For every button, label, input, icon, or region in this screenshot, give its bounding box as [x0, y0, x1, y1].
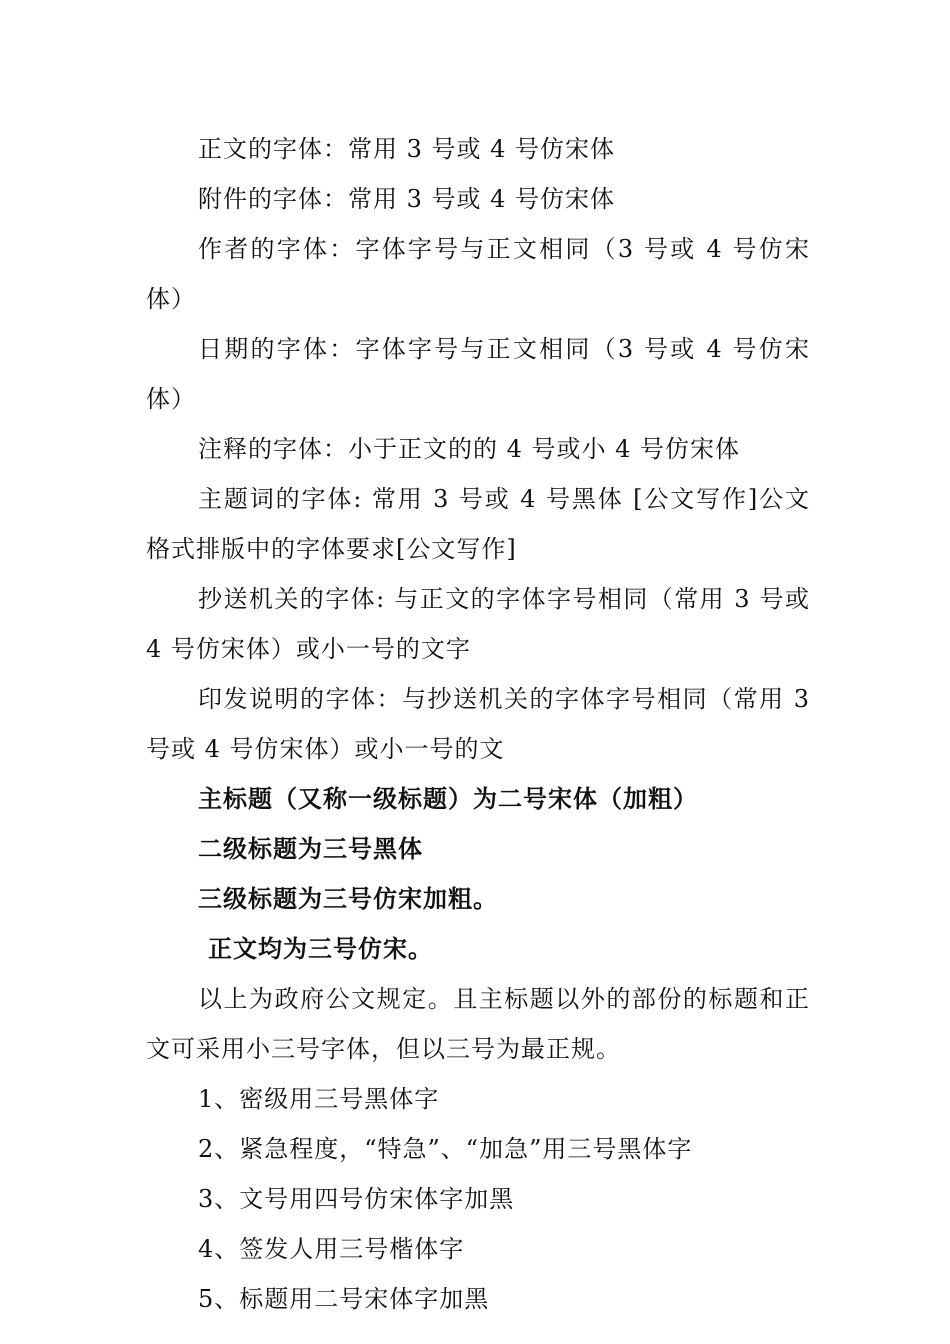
paragraph-government-rule: 以上为政府公文规定。且主标题以外的部份的标题和正文可采用小三号字体，但以三号为最正规。: [146, 985, 810, 1063]
paragraph-main-title-rule: 主标题（又称一级标题）为二号宋体（加粗）: [198, 784, 698, 813]
paragraph-attachment-font: 附件的字体：常用 3 号或 4 号仿宋体: [198, 185, 616, 213]
paragraph-body-font: 正文的字体：常用 3 号或 4 号仿宋体: [198, 135, 616, 163]
list-item-document-number: 3、文号用四号仿宋体字加黑: [198, 1185, 515, 1213]
paragraph-third-title-rule: 三级标题为三号仿宋加粗。: [198, 884, 498, 913]
paragraph-second-title-rule: 二级标题为三号黑体: [198, 834, 423, 863]
paragraph-date-font: 日期的字体：字体字号与正文相同（3 号或 4 号仿宋体）: [146, 335, 810, 413]
paragraph-author-font: 作者的字体：字体字号与正文相同（3 号或 4 号仿宋体）: [146, 235, 810, 313]
paragraph-keyword-font: 主题词的字体: 常用 3 号或 4 号黑体 [公文写作]公文格式排版中的字体要求[公文写作]: [146, 485, 810, 563]
list-item-urgency: 2、紧急程度，“特急”、“加急”用三号黑体字: [198, 1135, 693, 1163]
paragraph-body-rule: 正文均为三号仿宋。: [208, 934, 433, 963]
paragraph-note-font: 注释的字体：小于正文的的 4 号或小 4 号仿宋体: [198, 435, 741, 463]
paragraph-print-note-font: 印发说明的字体：与抄送机关的字体字号相同（常用 3 号或 4 号仿宋体）或小一号的文: [146, 685, 810, 763]
list-item-title: 5、标题用二号宋体字加黑: [198, 1285, 490, 1313]
list-item-signer: 4、签发人用三号楷体字: [198, 1235, 465, 1263]
list-item-confidentiality: 1、密级用三号黑体字: [198, 1085, 440, 1113]
document-body: [146, 124, 810, 1324]
paragraph-cc-font: 抄送机关的字体: 与正文的字体字号相同（常用 3 号或 4 号仿宋体）或小一号的文字: [146, 585, 810, 663]
